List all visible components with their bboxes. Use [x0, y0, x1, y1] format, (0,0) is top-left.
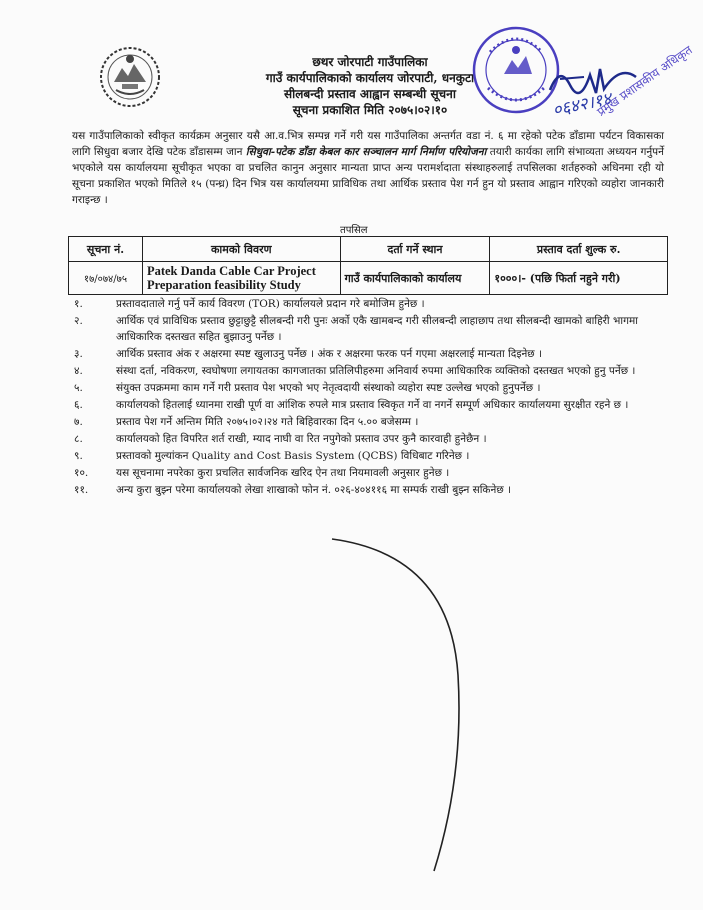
item-text: प्रस्ताव पेश गर्ने अन्तिम मिति २०७५।०२।२४ गते बिहिवारका दिन ५.०० बजेसम्म ।	[116, 416, 419, 428]
intro-paragraph	[72, 128, 664, 208]
signature-title: प्रमुख प्रशासकीय अधिकृत	[594, 42, 695, 119]
notice-title: सीलबन्दी प्रस्ताव आह्वान सम्बन्धी सूचना	[284, 87, 456, 101]
item-number: ११.	[74, 484, 89, 496]
col-header-place: दर्ता गर्ने स्थान	[340, 237, 490, 262]
list-item	[72, 448, 672, 464]
item-text: कार्यालयको हित विपरित शर्त राखी, म्याद नाघी वा रित नपुगेको प्रस्ताव उपर कुनै कारवाही हुनेछैन ।	[116, 433, 487, 445]
item-text: आर्थिक एवं प्राविधिक प्रस्ताव छुट्टाछुट्टै सीलबन्दी गरी पुनः अर्को एकै खामबन्द गरी सीलबन्दी लाहाछाप तथा सीलबन्दी खामको बाहिरी भागमा आधिकारिक दस्तखत सहित बुझाउनु पर्नेछ ।	[116, 315, 639, 343]
list-item	[72, 346, 672, 362]
item-text: आर्थिक प्रस्ताव अंक र अक्षरमा स्पष्ट खुलाउनु पर्नेछ । अंक र अक्षरमा फरक पर्न गएमा अक्षरलाई मान्यता दिइनेछ ।	[116, 348, 542, 360]
list-item	[72, 380, 672, 396]
intro-part-1: यस गाउँपालिकाको स्वीकृत कार्यक्रम अनुसार यसै आ.व.भित्र सम्पन्न गर्ने गरी यस गाउँपालिका अन्तर्गत वडा नं. ६ मा रहेको पटेक डाँडामा पर्यटन विकासका लागि सिधुवा बजार देखि पटेक डाँडासम्म जान	[72, 130, 664, 158]
item-text: प्रस्तावको मुल्यांकन Quality and Cost Basis System (QCBS) विधिबाट गरिनेछ ।	[116, 450, 470, 462]
col-header-notice-no: सूचना नं.	[69, 237, 143, 262]
table-header-row	[69, 237, 668, 262]
cell-notice-no: १७/०७४/७५	[69, 262, 143, 295]
item-number: ४.	[74, 365, 83, 377]
col-header-fee: प्रस्ताव दर्ता शुल्क रु.	[490, 237, 668, 262]
cell-fee: १०००।- (पछि फिर्ता नहुने गरी)	[490, 262, 668, 295]
table-row	[69, 262, 668, 295]
cell-work: Patek Danda Cable Car Project Preparation feasibility Study	[142, 262, 340, 295]
item-text: संयुक्त उपक्रममा काम गर्ने गरी प्रस्ताव पेश भएको भए नेतृत्वदायी संस्थाको व्यहोरा स्पष्ट उल्लेख भएको हुनुपर्नेछ ।	[116, 382, 541, 394]
item-number: १.	[74, 298, 83, 310]
municipality-name: छथर जोरपाटी गाउँपालिका	[312, 55, 428, 69]
intro-part-2: तयारी कार्यका लागि संभाव्यता अध्ययन गर्नुपर्ने भएकोले यस कार्यालयमा सूचीकृत भएका वा प्रचलित कानुन अनुसार मान्यता प्राप्त अन्य परामर्शदाता संस्थाहरुलाई तपसिलका शर्तहरुको अधिनमा रही यो सूचना प्रकाशित भएको मितिले १५ (पन्ध्र) दिन भित्र यस कार्यालयमा प्राविधिक तथा आर्थिक प्रस्ताव पेश गर्न हुन यो प्रस्ताव आह्वान गरिएको व्यहोरा जानकारी गराइन्छ ।	[72, 146, 664, 206]
item-number: ८.	[74, 433, 83, 445]
list-item	[72, 465, 672, 481]
item-number: ७.	[74, 416, 83, 428]
col-header-work: कामको विवरण	[142, 237, 340, 262]
item-number: १०.	[74, 467, 89, 479]
publication-date: सूचना प्रकाशित मिति २०७५।०२।१०	[292, 103, 448, 117]
notice-table	[68, 236, 668, 295]
office-name: गाउँ कार्यपालिकाको कार्यालय जोरपाटी, धनकुटा	[265, 71, 475, 85]
item-number: ३.	[74, 348, 83, 360]
table-caption: तपसिल	[340, 225, 368, 236]
list-item	[72, 482, 672, 498]
list-item	[72, 397, 672, 413]
list-item	[72, 313, 672, 345]
item-text: यस सूचनामा नपरेका कुरा प्रचलित सार्वजनिक खरिद ऐन तथा नियमावली अनुसार हुनेछ ।	[116, 467, 450, 479]
list-item	[72, 431, 672, 447]
item-text: प्रस्तावदाताले गर्नु पर्ने कार्य विवरण (TOR) कार्यालयले प्रदान गरे बमोजिम हुनेछ ।	[116, 298, 425, 310]
project-name: सिधुवा-पटेक डाँडा केबल कार सञ्चालन मार्ग निर्माण परियोजना	[245, 146, 487, 158]
cell-place: गाउँ कार्यपालिकाको कार्यालय	[340, 262, 490, 295]
closing-pen-stroke	[330, 535, 470, 875]
signature-number: ०६४२।१४	[550, 89, 614, 121]
item-number: ५.	[74, 382, 83, 394]
item-text: अन्य कुरा बुझ्न परेमा कार्यालयको लेखा शाखाको फोन नं. ०२६-४०४११६ मा सम्पर्क राखी बुझ्न सकिनेछ ।	[116, 484, 511, 496]
conditions-list	[72, 296, 672, 499]
item-number: ६.	[74, 399, 83, 411]
item-number: २.	[74, 315, 83, 327]
nepal-emblem-icon	[98, 44, 162, 110]
item-text: संस्था दर्ता, नविकरण, स्वघोषणा लगायतका कागजातका प्रतिलिपीहरुमा अनिवार्य रुपमा आधिकारिक व्यक्तिको दस्तखत भएको हुनु पर्नेछ ।	[116, 365, 636, 377]
list-item	[72, 363, 672, 379]
item-number: ९.	[74, 450, 83, 462]
item-text: कार्यालयको हितलाई ध्यानमा राखी पूर्ण वा आंशिक रुपले मात्र प्रस्ताव स्विकृत गर्ने वा नगर्ने सम्पूर्ण अधिकार कार्यालयमा सुरक्षीत रहने छ ।	[116, 399, 629, 411]
list-item	[72, 296, 672, 312]
list-item	[72, 414, 672, 430]
